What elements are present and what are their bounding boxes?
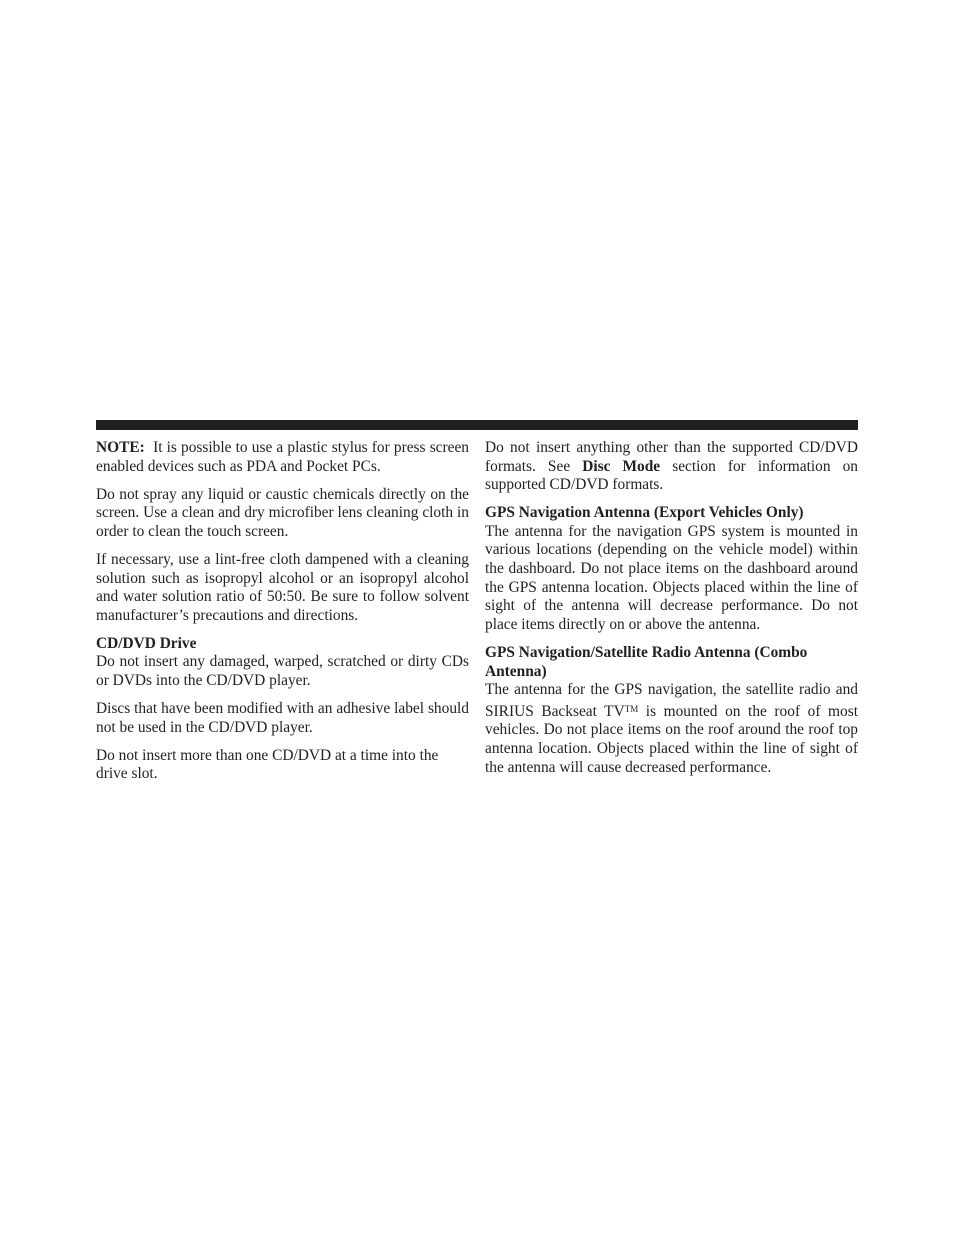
note-paragraph — [96, 439, 469, 476]
combo-antenna-paragraph — [485, 681, 858, 777]
cd-damaged-paragraph: Do not insert any damaged, warped, scratched or dirty CDs or DVDs into the CD/DVD player. — [96, 653, 469, 690]
gps-antenna-paragraph: The antenna for the navigation GPS system is mounted in various locations (depending on the vehicle model) within the dashboard. Do not place items on the dashboard around the GPS antenna location. Objects placed within the line of sight of the antenna will decrease performance. Do not place items directly on or above the antenna. — [485, 522, 858, 633]
cd-adhesive-paragraph: Discs that have been modified with an adhesive label should not be used in the CD/DVD player. — [96, 700, 469, 736]
supported-formats-paragraph — [485, 439, 858, 495]
right-column — [485, 439, 858, 787]
cd-one-at-a-time-paragraph: Do not insert more than one CD/DVD at a time into the drive slot. — [96, 746, 439, 783]
formats-text-2: section for information on supported CD/DVD formats. — [485, 457, 858, 494]
combo-text-1: The antenna for the GPS navigation, the satellite radio and SIRIUS Backseat TV — [485, 681, 858, 720]
cd-dvd-drive-heading: CD/DVD Drive — [96, 634, 197, 652]
combo-text-2: is mounted on the roof of most vehicles. Do not place items on the roof around the roof top antenna location. Objects placed within the line of sight of the antenna will cause decreased performance. — [485, 702, 858, 776]
disc-mode-reference: Disc Mode — [582, 457, 661, 475]
formats-text-1: Do not insert anything other than the supported CD/DVD formats. See — [485, 439, 858, 475]
header-rule — [96, 420, 858, 430]
trademark-symbol: TM — [624, 703, 639, 714]
note-text: It is possible to use a plastic stylus for press screen enabled devices such as PDA and Pocket PCs. — [96, 439, 469, 475]
gps-antenna-heading: GPS Navigation Antenna (Export Vehicles Only) — [485, 504, 804, 522]
left-column — [96, 439, 469, 794]
cleaning-cloth-paragraph: If necessary, use a lint-free cloth dampened with a cleaning solution such as isopropyl alcohol or an isopropyl alcohol and water solution ratio of 50:50. Be sure to follow solvent manufacturer’s precautions and directions. — [96, 550, 469, 624]
note-label: NOTE: — [96, 439, 145, 456]
spray-warning-paragraph: Do not spray any liquid or caustic chemicals directly on the screen. Use a clean and dry microfiber lens cleaning cloth in order to clean the touch screen. — [96, 485, 469, 540]
combo-antenna-heading: GPS Navigation/Satellite Radio Antenna (Combo Antenna) — [485, 643, 808, 680]
